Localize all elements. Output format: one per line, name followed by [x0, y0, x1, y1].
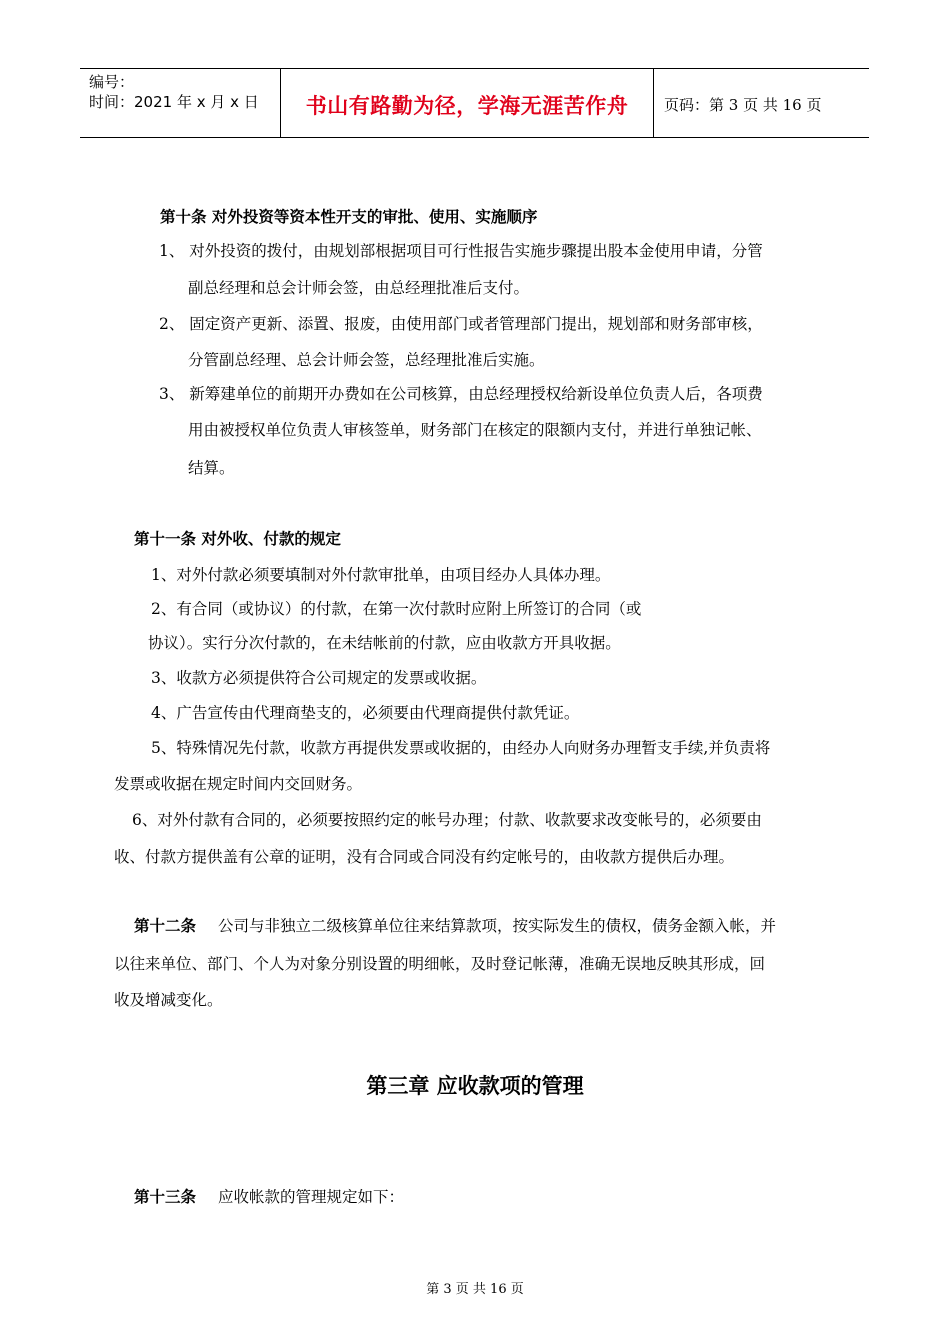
- page-footer: 第 3 页 共 16 页: [426, 1282, 524, 1297]
- article11-item2-line2: 协议）。实行分次付款的，在未结帐前的付款，应由收款方开具收据。: [148, 634, 621, 652]
- header-motto: 书山有路勤为径，学海无涯苦作舟: [281, 69, 654, 137]
- article11-item1: 1、对外付款必须要填制对外付款审批单，由项目经办人具体办理。: [151, 566, 611, 584]
- article11-title: 第十一条 对外收、付款的规定: [134, 529, 341, 548]
- header-time-label: 时间：2021 年 x 月 x 日: [89, 93, 259, 111]
- article10-item1-line2: 副总经理和总会计师会签，由总经理批准后支付。: [188, 279, 530, 297]
- article10-item2-line1: 2、 固定资产更新、添置、报废，由使用部门或者管理部门提出，规划部和财务部审核，: [159, 315, 763, 333]
- article11-item6-line1: 6、对外付款有合同的，必须要按照约定的帐号办理；付款、收款要求改变帐号的，必须要由: [132, 811, 762, 829]
- header-meta: [80, 69, 281, 137]
- page-header: [80, 68, 869, 138]
- article10-item3-line1: 3、 新筹建单位的前期开办费如在公司核算，由总经理授权给新设单位负责人后，各项费: [159, 385, 763, 403]
- article10-item2-line2: 分管副总经理、总会计师会签，总经理批准后实施。: [188, 351, 545, 369]
- article13-title: 第十三条: [134, 1187, 197, 1206]
- article12-line1: 公司与非独立二级核算单位往来结算款项，按实际发生的债权，债务金额入帐，并: [218, 917, 777, 935]
- chapter3-title: 第三章 应收款项的管理: [366, 1073, 584, 1098]
- article11-item3: 3、收款方必须提供符合公司规定的发票或收据。: [151, 669, 487, 687]
- article12-line2: 以往来单位、部门、个人为对象分别设置的明细帐，及时登记帐薄，准确无误地反映其形成，回: [114, 955, 766, 973]
- article11-item6-line2: 收、付款方提供盖有公章的证明，没有合同或合同没有约定帐号的，由收款方提供后办理。: [114, 848, 735, 866]
- article11-item5-line1: 5、特殊情况先付款，收款方再提供发票或收据的，由经办人向财务办理暂支手续,并负责将: [151, 739, 771, 757]
- header-code-label: 编号：: [89, 73, 135, 91]
- article10-item1-line1: 1、 对外投资的拨付，由规划部根据项目可行性报告实施步骤提出股本金使用申请，分管: [159, 242, 763, 260]
- article10-title: 第十条 对外投资等资本性开支的审批、使用、实施顺序: [160, 207, 538, 226]
- article11-item4: 4、广告宣传由代理商垫支的，必须要由代理商提供付款凭证。: [151, 704, 580, 722]
- article10-item3-line3: 结算。: [188, 459, 235, 477]
- article13-text: 应收帐款的管理规定如下：: [218, 1188, 405, 1206]
- article12-line3: 收及增减变化。: [114, 991, 223, 1009]
- article11-item5-line2: 发票或收据在规定时间内交回财务。: [114, 775, 363, 793]
- article10-item3-line2: 用由被授权单位负责人审核签单，财务部门在核定的限额内支付，并进行单独记帐、: [188, 421, 762, 439]
- article12-title: 第十二条: [134, 916, 197, 935]
- header-page-info: 页码：第 3 页 共 16 页: [664, 95, 822, 114]
- article11-item2-line1: 2、有合同（或协议）的付款，在第一次付款时应附上所签订的合同（或: [151, 600, 642, 618]
